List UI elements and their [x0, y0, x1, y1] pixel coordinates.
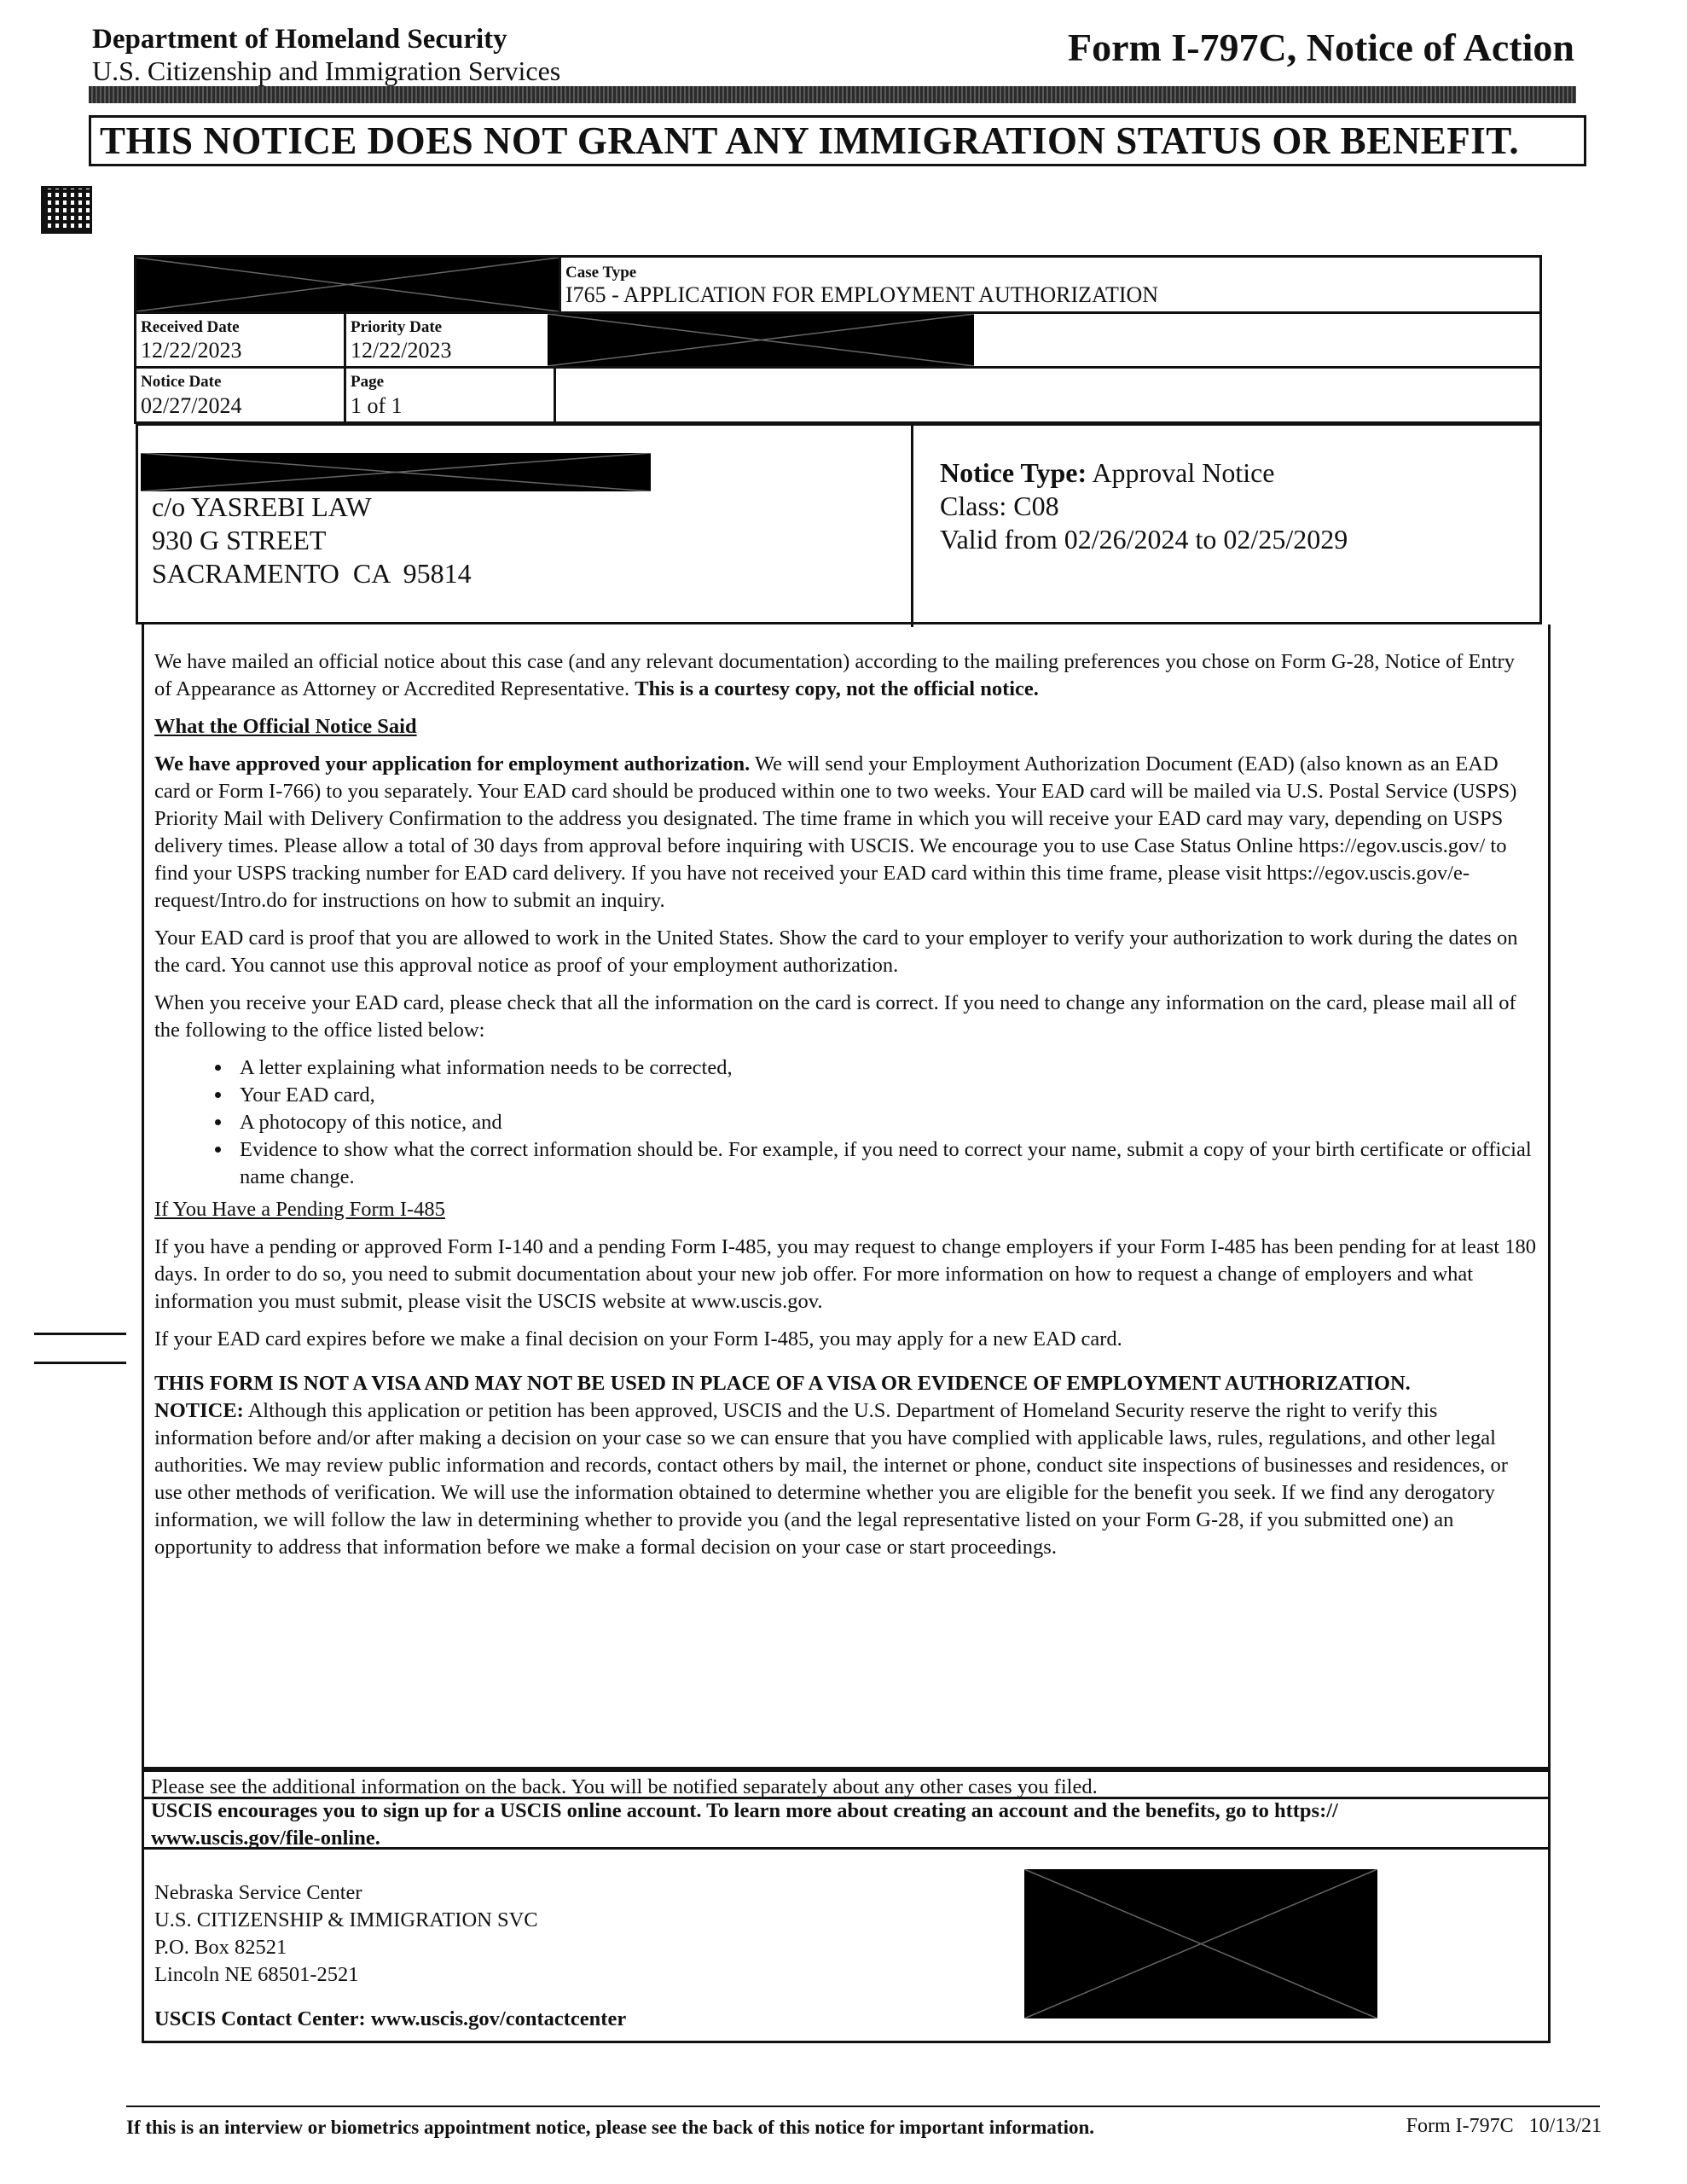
section-heading-official-notice: What the Official Notice Said — [154, 715, 417, 738]
address-line-1: c/o YASREBI LAW — [152, 491, 372, 522]
received-date-label: Received Date — [141, 318, 240, 336]
department-name: Department of Homeland Security — [92, 24, 507, 55]
intro-paragraph: We have mailed an official notice about this case (and any relevant documentation) according to the mailing preferences you chose on Form G-28, Notice of Entry of Appearance as Attorney or Accredited Representative. This is a courtesy copy, not the official notice. — [154, 650, 1515, 700]
footer-divider — [126, 2106, 1600, 2107]
case-type-label: Case Type — [565, 264, 637, 282]
notice-summary — [940, 456, 1348, 556]
valid-dates-line: Valid from 02/26/2024 to 02/25/2029 — [940, 524, 1348, 555]
expires-paragraph: If your EAD card expires before we make a final decision on your Form I-485, you may apply for a new EAD card. — [154, 1327, 1122, 1350]
pending-paragraph: If you have a pending or approved Form I-140 and a pending Form I-485, you may request to change employers if your Form I-485 has been pending for at least 180 days. In order to do so, you need to submit documentation about your new job offer. For more information on how to request a change of employers and what information you must submit, please visit the USCIS website at www.uscis.gov. — [154, 1235, 1536, 1313]
notice-type-label: Notice Type: — [940, 457, 1087, 488]
online-account-box — [142, 1797, 1551, 1850]
notice-type-value: Approval Notice — [1092, 457, 1275, 488]
notice-body-text — [154, 648, 1536, 1571]
list-item: • A letter explaining what information needs to be corrected, — [233, 1054, 1536, 1082]
address-line-3: SACRAMENTO CA 95814 — [152, 558, 472, 589]
contact-center-line: USCIS Contact Center: www.uscis.gov/contactcenter — [154, 2007, 627, 2030]
case-info-grid — [134, 255, 1542, 424]
notice-date-label: Notice Date — [141, 373, 222, 391]
redacted-signature-block — [1024, 1869, 1377, 2018]
proof-paragraph: Your EAD card is proof that you are allowed to work in the United States. Show the card to your employer to verify your authorization to work during the dates on the card. You cannot use this approval notice as proof of your employment authorization. — [154, 926, 1518, 977]
service-center-line-3: P.O. Box 82521 — [154, 1936, 287, 1959]
footer-note: If this is an interview or biometrics appointment notice, please see the back of this notice for important information. — [126, 2117, 1094, 2138]
notice-date-value: 02/27/2024 — [141, 393, 242, 418]
redacted-applicant-info — [548, 314, 974, 366]
form-title: Form I-797C, Notice of Action — [1067, 26, 1574, 69]
section-heading-pending-i485: If You Have a Pending Form I-485 — [154, 1198, 445, 1221]
case-type-value: I765 - APPLICATION FOR EMPLOYMENT AUTHORIZATION — [565, 282, 1159, 307]
list-item: • Your EAD card, — [233, 1082, 1536, 1109]
correction-items-list — [154, 1054, 1536, 1191]
margin-mark — [34, 1333, 126, 1335]
notice-body-box — [142, 624, 1551, 1769]
list-item: • Evidence to show what the correct information should be. For example, if you need to correct your name, submit a copy of your birth certificate or official name change. — [233, 1136, 1536, 1191]
agency-name: U.S. Citizenship and Immigration Services — [92, 55, 561, 86]
address-notice-box — [136, 423, 1542, 624]
page-value: 1 of 1 — [351, 393, 403, 418]
service-center-line-4: Lincoln NE 68501-2521 — [154, 1963, 359, 1986]
barcode-icon — [41, 186, 92, 234]
service-center-box — [142, 1847, 1551, 2043]
mailing-address — [152, 491, 472, 590]
priority-date-value: 12/22/2023 — [351, 338, 452, 363]
page-label: Page — [351, 373, 385, 391]
redacted-recipient-name — [141, 453, 651, 491]
service-center-address — [154, 1879, 538, 1989]
class-line: Class: C08 — [940, 491, 1059, 521]
status-banner: THIS NOTICE DOES NOT GRANT ANY IMMIGRATION STATUS OR BENEFIT. — [89, 115, 1586, 166]
footer-form-id: Form I-797C 10/13/21 — [1406, 2115, 1602, 2137]
list-item: • A photocopy of this notice, and — [233, 1109, 1536, 1136]
received-date-value: 12/22/2023 — [141, 338, 242, 363]
header-divider-bar — [89, 86, 1576, 103]
online-account-text: USCIS encourages you to sign up for a USCIS online account. To learn more about creating an account and the benefits, go to https:// www.uscis.gov/file-online. — [151, 1799, 1338, 1850]
service-center-line-2: U.S. CITIZENSHIP & IMMIGRATION SVC — [154, 1908, 538, 1931]
address-line-2: 930 G STREET — [152, 525, 327, 555]
priority-date-label: Priority Date — [351, 318, 443, 336]
service-center-line-1: Nebraska Service Center — [154, 1881, 362, 1904]
margin-mark — [34, 1362, 126, 1364]
redacted-receipt-number — [136, 258, 559, 311]
legal-notice-paragraph: THIS FORM IS NOT A VISA AND MAY NOT BE USED IN PLACE OF A VISA OR EVIDENCE OF EMPLOYMENT AUTHORIZATION. NOTICE: Although this application or petition has been approved, USCIS and the U.S. Department of Homeland Security reserve the right to verify this information before and/or after making a decision on your case so we can ensure that you have complied with applicable laws, rules, regulations, and other legal authorities. We may review public information and records, contact others by mail, the internet or phone, conduct site inspections of businesses and residences, or use other methods of verification. We will use the information obtained to determine whether you are eligible for the benefit you seek. If we find any derogatory information, we will follow the law in determining whether to provide you (and the legal representative listed on your Form G-28, if you submitted one) an opportunity to address that information before we make a formal decision on your case or start proceedings. — [154, 1372, 1508, 1559]
check-card-paragraph: When you receive your EAD card, please check that all the information on the card is correct. If you need to change any information on the card, please mail all of the following to the office listed below: — [154, 991, 1516, 1042]
approval-paragraph: We have approved your application for employment authorization. We will send your Employment Authorization Document (EAD) (also known as an EAD card or Form I-766) to you separately. Your EAD card should be produced within one to two weeks. Your EAD card will be mailed via U.S. Postal Service (USPS) Priority Mail with Delivery Confirmation to the address you designated. The time frame in which you will receive your EAD card may vary, depending on USPS delivery times. Please allow a total of 30 days from approval before inquiring with USCIS. We encourage you to use Case Status Online https://egov.uscis.gov/ to find your USPS tracking number for EAD card delivery. If you have not received your EAD card within this time frame, please visit https://egov.uscis.gov/e-request/Intro.do for instructions on how to submit an inquiry. — [154, 752, 1517, 912]
additional-info-text: Please see the additional information on the back. You will be notified separately about any other cases you filed. — [151, 1775, 1098, 1798]
